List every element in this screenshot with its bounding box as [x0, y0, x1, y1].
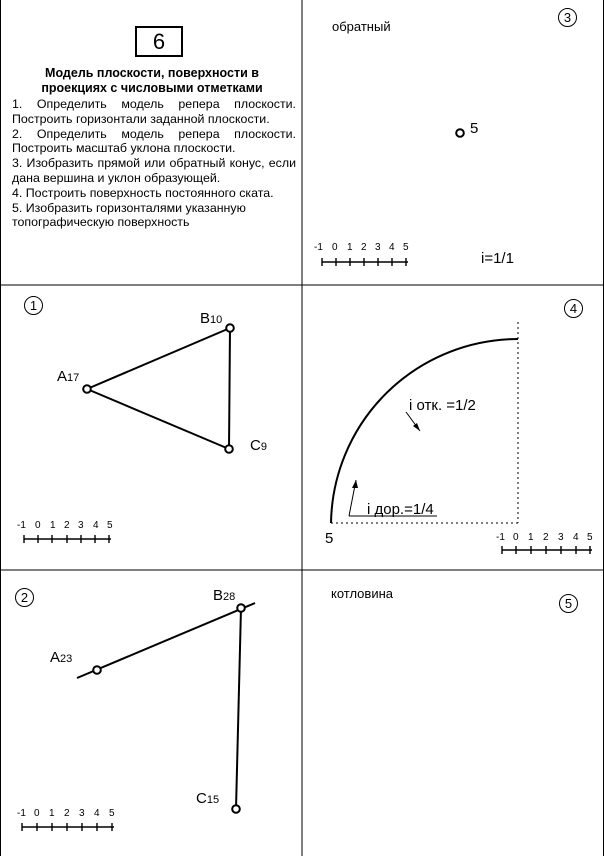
- point-mark: 9: [260, 441, 267, 453]
- scale-label: 0: [34, 808, 40, 819]
- scale-label: 4: [573, 532, 579, 543]
- scale-label: 3: [375, 242, 381, 253]
- panel-number-5: 5: [559, 594, 578, 613]
- card-heading: Модель плоскости, поверхности в проекциях с числовыми отметками: [41, 66, 263, 95]
- point-letter: C: [250, 437, 261, 454]
- scale-label: 1: [50, 520, 56, 531]
- point-c-panel1: [225, 445, 233, 453]
- panel-number-3: 3: [558, 8, 577, 27]
- scale-label: 0: [513, 532, 519, 543]
- point-mark: 23: [60, 653, 73, 665]
- vertex-mark-label: 5: [470, 120, 479, 137]
- point-mark: 15: [206, 794, 220, 806]
- scale-label: 5: [107, 520, 113, 531]
- scale-bar-panel4: [502, 546, 592, 554]
- point-c-label-panel2: [196, 790, 219, 807]
- triangle-abc: [87, 328, 230, 449]
- point-letter: B: [213, 587, 224, 604]
- scale-label: -1: [314, 242, 323, 253]
- point-a-label-panel1: [57, 368, 79, 385]
- point-c-label-panel1: [250, 437, 267, 454]
- point-a-panel1: [83, 385, 91, 393]
- point-mark: 10: [210, 314, 223, 326]
- scale-label: 4: [93, 520, 99, 531]
- panel-number-2: 2: [15, 588, 34, 607]
- scale-labels-panel1: [17, 520, 117, 532]
- scale-label: 1: [49, 808, 55, 819]
- cone-vertex-point: [456, 129, 464, 137]
- scale-label: 4: [389, 242, 395, 253]
- point-a-panel2: [93, 666, 101, 674]
- point-mark: 17: [67, 372, 80, 384]
- scale-label: 2: [64, 808, 70, 819]
- scale-labels-panel3: [314, 242, 414, 254]
- scale-label: 4: [94, 808, 100, 819]
- task-list: [12, 97, 296, 230]
- scale-bar-panel3: [322, 258, 408, 266]
- point-b-label-panel2: [213, 587, 235, 604]
- scale-label: 5: [403, 242, 409, 253]
- task-item-5: 5. Изобразить горизонталями указанную топографическую поверхность: [12, 200, 246, 230]
- point-letter: A: [50, 649, 61, 666]
- point-b-panel1: [226, 324, 234, 332]
- scale-labels-panel2: [17, 808, 119, 820]
- task-item-2: 2. Определить модель репера плоскости. Построить масштаб уклона плоскости.: [12, 126, 296, 156]
- point-letter: C: [196, 790, 207, 807]
- scale-label: 3: [558, 532, 564, 543]
- scale-bar-panel1: [24, 535, 111, 543]
- scale-label: 5: [587, 532, 593, 543]
- base-mark-label: 5: [325, 530, 334, 547]
- task-item-1: 1. Определить модель репера плоскости. Построить горизонтали заданной плоскости.: [12, 97, 296, 126]
- scale-label: 2: [543, 532, 549, 543]
- scale-label: 5: [109, 808, 115, 819]
- point-a-label-panel2: [50, 649, 72, 666]
- card-number-box: [135, 26, 183, 57]
- scale-label: 1: [347, 242, 353, 253]
- scale-label: 1: [528, 532, 534, 543]
- scale-label: -1: [17, 520, 26, 531]
- point-c-panel2: [232, 805, 240, 813]
- constant-slope-surface: [331, 322, 518, 523]
- scale-label: 3: [78, 520, 84, 531]
- point-b-panel2: [237, 604, 245, 612]
- surface-type-label: котловина: [331, 586, 393, 601]
- point-b-label-panel1: [200, 310, 222, 327]
- panel-number-4: 4: [564, 299, 583, 318]
- scale-label: -1: [496, 532, 505, 543]
- slope-otk-label: i отк. =1/2: [409, 397, 476, 414]
- lines-abc-panel2: [77, 603, 255, 809]
- card-number: 6: [152, 29, 166, 54]
- scale-bar-panel2: [22, 823, 114, 831]
- scale-label: 2: [64, 520, 70, 531]
- point-letter: A: [57, 368, 68, 385]
- scale-label: 3: [79, 808, 85, 819]
- cone-type-label: обратный: [332, 19, 391, 34]
- scale-label: 0: [35, 520, 41, 531]
- scale-label: -1: [17, 808, 26, 819]
- point-letter: B: [200, 310, 211, 327]
- task-item-3: 3. Изобразить прямой или обратный конус, если дана вершина и уклон образующей.: [12, 156, 296, 185]
- scale-label: 2: [361, 242, 367, 253]
- scale-labels-panel4: [496, 532, 598, 544]
- task-item-4: 4. Построить поверхность постоянного ската.: [12, 185, 274, 200]
- panel-number-1: 1: [24, 296, 43, 315]
- scale-label: 0: [332, 242, 338, 253]
- slope-dor-label: i дор.=1/4: [367, 501, 434, 518]
- slope-label: i=1/1: [481, 250, 514, 267]
- point-mark: 28: [223, 591, 236, 603]
